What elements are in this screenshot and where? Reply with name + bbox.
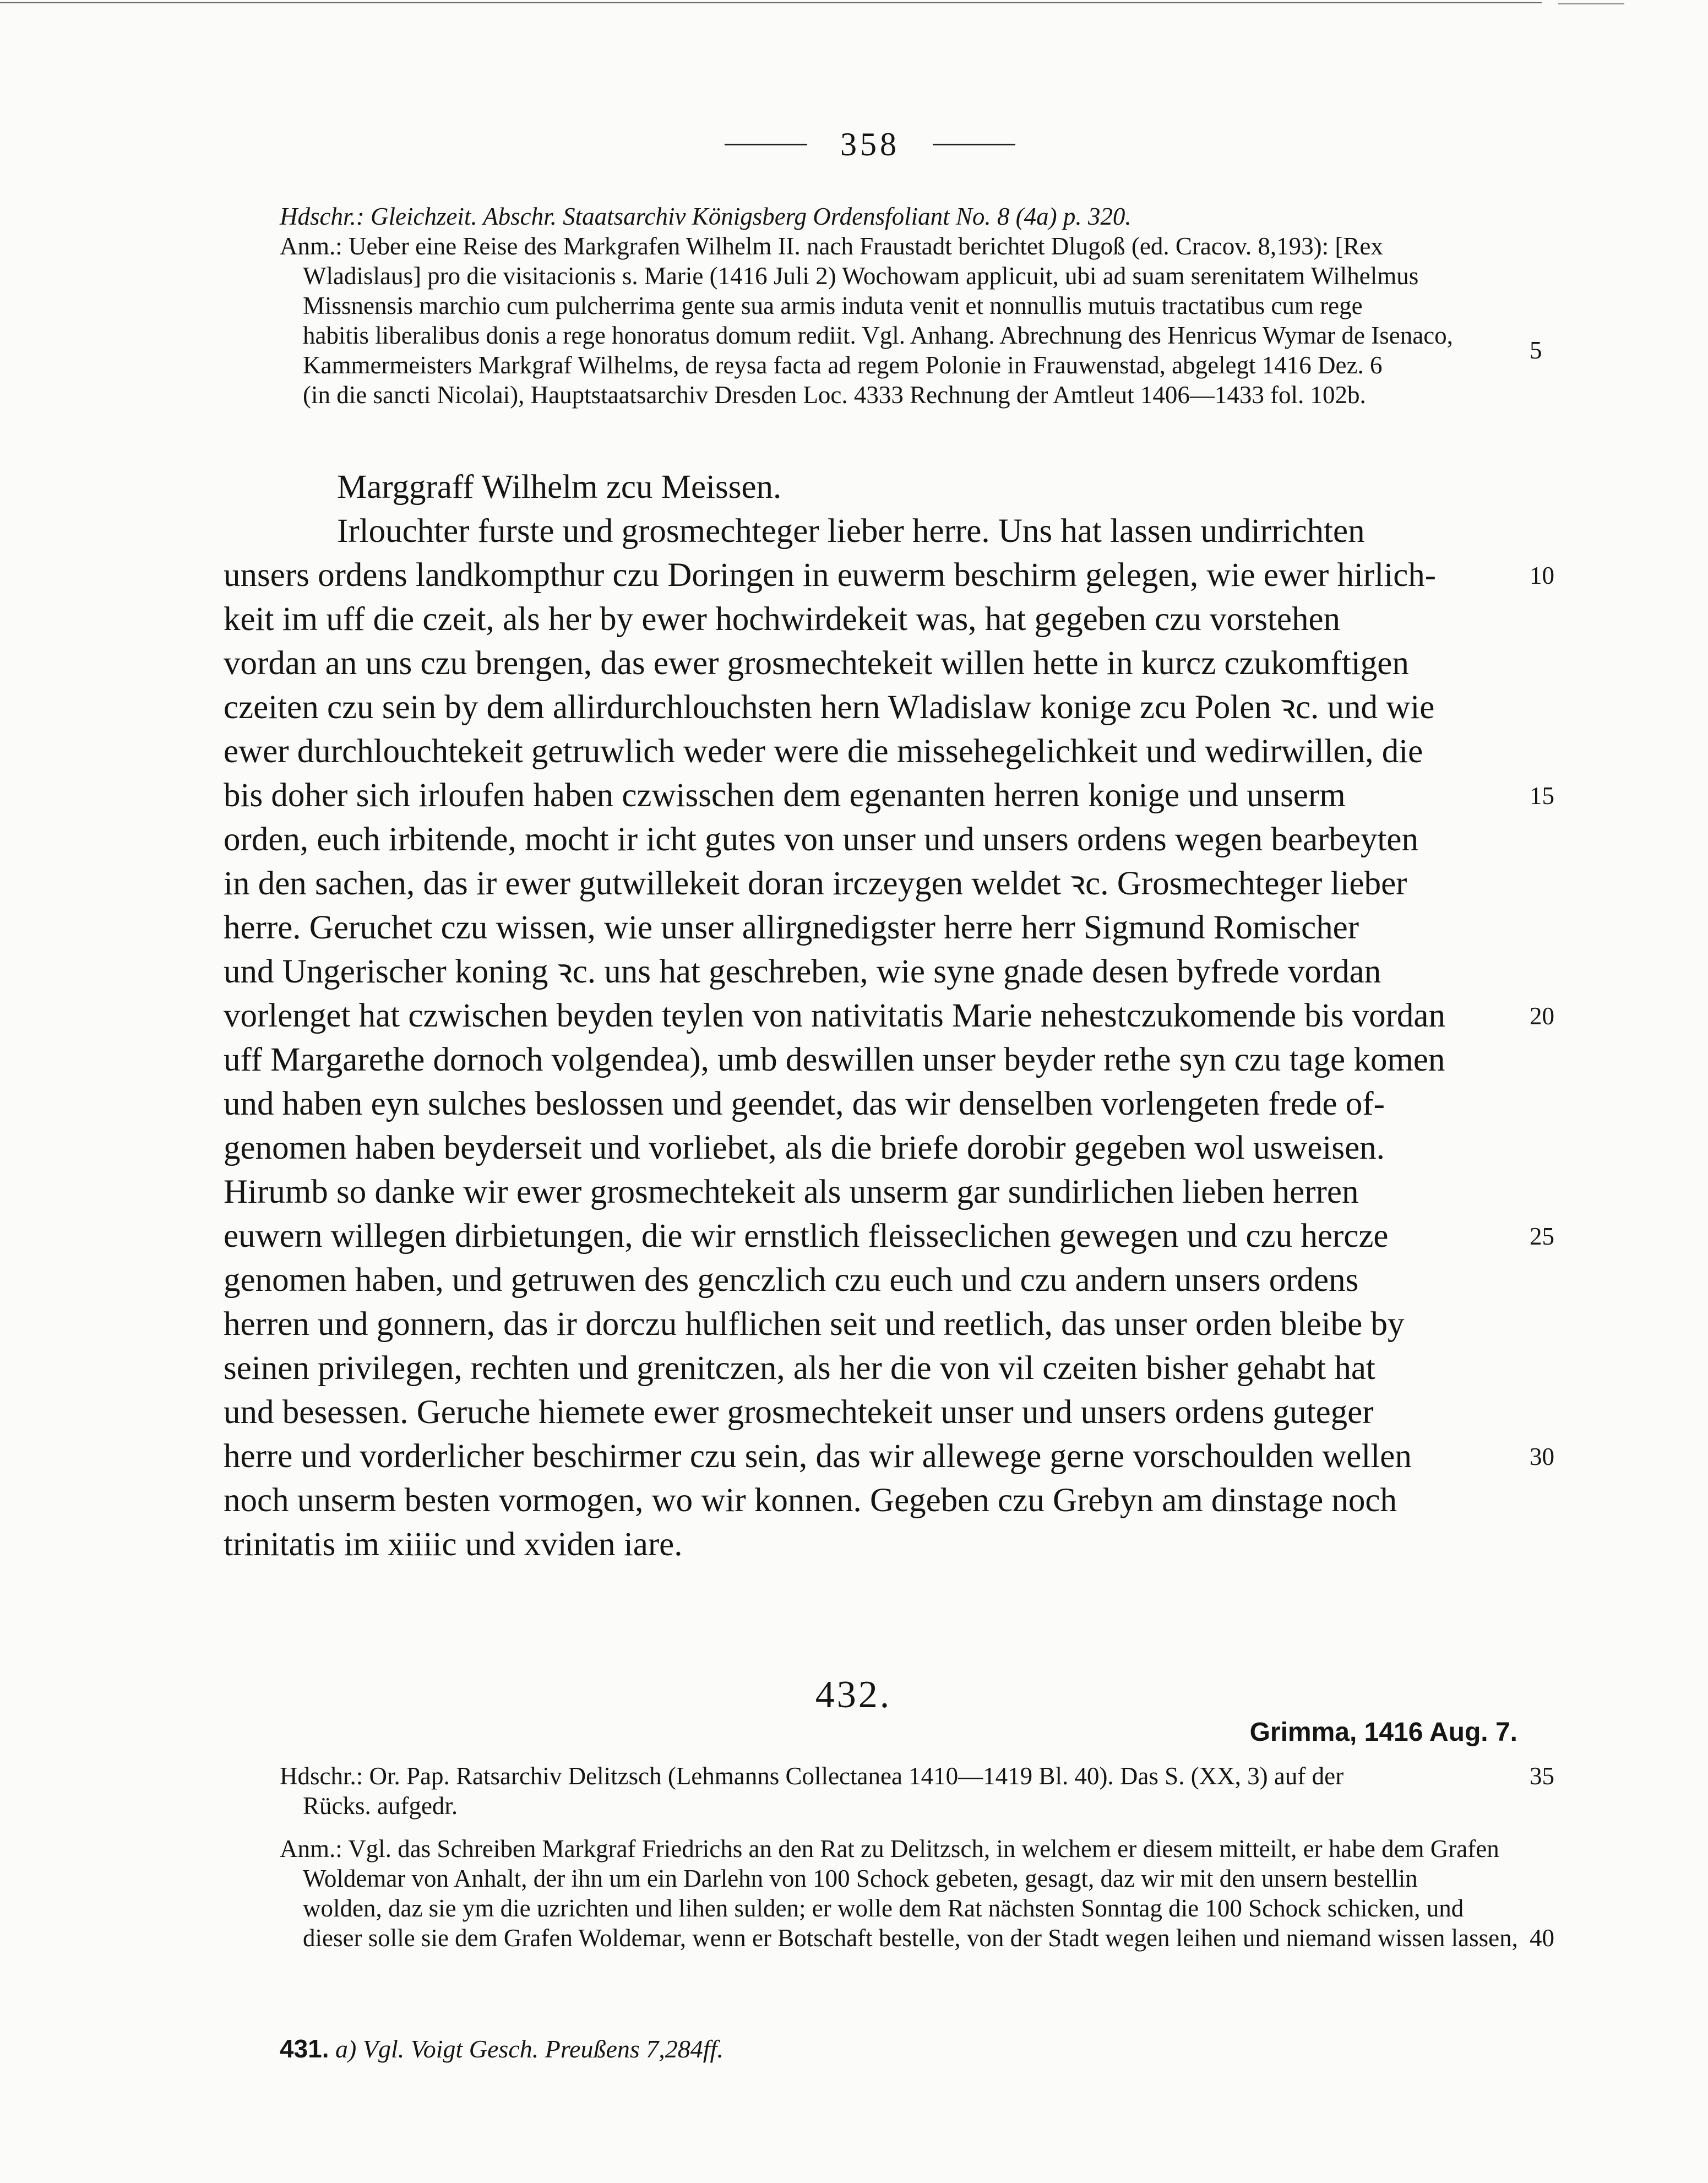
footnote-ref: 431.: [280, 2034, 329, 2063]
letter-line: Hirumb so danke wir ewer grosmechtekeit als unserm gar sundirlichen lieben herren: [224, 1174, 1359, 1210]
line-number: 15: [1530, 782, 1554, 810]
header-rule-right: [933, 144, 1015, 145]
note-line: dieser solle sie dem Grafen Woldemar, wenn er Botschaft bestelle, von der Stadt wegen leihen und niemand wissen lassen,: [303, 1924, 1518, 1952]
letter-address: Marggraff Wilhelm zcu Meissen.: [337, 469, 782, 506]
footnote-text: a) Vgl. Voigt Gesch. Preußens 7,284ff.: [335, 2035, 724, 2063]
page-number: 358: [840, 126, 900, 162]
letter-line: noch unserm besten vormogen, wo wir konnen. Gegeben czu Grebyn am dinstage noch: [224, 1482, 1397, 1519]
letter-line: seinen privilegen, rechten und grenitczen, als her die von vil czeiten bisher gehabt hat: [224, 1350, 1375, 1387]
header-rule-left: [725, 144, 807, 145]
letter-line: herre. Geruchet czu wissen, wie unser allirgnedigster herre herr Sigmund Romischer: [224, 909, 1359, 946]
line-number: 20: [1530, 1002, 1554, 1030]
letter-line: czeiten czu sein by dem allirdurchlouchsten hern Wladislaw konige zcu Polen ꝛc. und wie: [224, 689, 1435, 726]
document-dateline: Grimma, 1416 Aug. 7.: [1249, 1718, 1517, 1747]
letter-line: und haben eyn sulches beslossen und geendet, das wir denselben vorlengeten frede of-: [224, 1085, 1385, 1122]
letter-line: genomen haben beyderseit und vorliebet, als die briefe dorobir gegeben wol usweisen.: [224, 1129, 1385, 1166]
line-number: 5: [1530, 336, 1542, 364]
letter-line: und besessen. Geruche hiemete ewer grosmechtekeit unser und unsers ordens guteger: [224, 1394, 1374, 1431]
line-number: 40: [1530, 1924, 1554, 1952]
note-line: Woldemar von Anhalt, der ihn um ein Darlehn von 100 Schock gebeten, gesagt, daz wir mit den unsern bestellin: [303, 1865, 1418, 1892]
line-number: 10: [1530, 562, 1554, 589]
note-line: habitis liberalibus donis a rege honoratus domum rediit. Vgl. Anhang. Abrechnung des Henricus Wymar de Isenaco,: [303, 322, 1453, 349]
letter-line: Irlouchter furste und grosmechteger lieber herre. Uns hat lassen undirrichten: [337, 513, 1365, 550]
note-line: Anm.: Ueber eine Reise des Markgrafen Wilhelm II. nach Fraustadt berichtet Dlugoß (ed. Cracov. 8,193): [Rex: [280, 232, 1383, 260]
line-number: 35: [1530, 1762, 1554, 1790]
footnote: [280, 2032, 724, 2066]
note-line: Missnensis marchio cum pulcherrima gente sua armis induta venit et nonnullis mutuis tractatibus cum rege: [303, 292, 1363, 319]
letter-line: trinitatis im xiiiic und xviden iare.: [224, 1526, 683, 1563]
letter-line: uff Margarethe dornoch volgendea), umb deswillen unser beyder rethe syn czu tage komen: [224, 1041, 1445, 1078]
letter-line: und Ungerischer koning ꝛc. uns hat geschreben, wie syne gnade desen byfrede vordan: [224, 953, 1381, 990]
note-line: Anm.: Vgl. das Schreiben Markgraf Friedrichs an den Rat zu Delitzsch, in welchem er diesem mitteilt, er habe dem Grafen: [280, 1835, 1499, 1862]
note-line: Kammermeisters Markgraf Wilhelms, de reysa facta ad regem Polonie in Frauwenstad, abgelegt 1416 Dez. 6: [303, 351, 1383, 379]
letter-line: ewer durchlouchtekeit getruwlich weder were die missehegelichkeit und wedirwillen, die: [224, 733, 1423, 770]
letter-line: orden, euch irbitende, mocht ir icht gutes von unser und unsers ordens wegen bearbeyten: [224, 821, 1418, 858]
letter-line: vorlenget hat czwischen beyden teylen von nativitatis Marie nehestczukomende bis vordan: [224, 997, 1445, 1034]
line-number: 25: [1530, 1223, 1554, 1250]
letter-line: keit im uff die czeit, als her by ewer hochwirdekeit was, hat gegeben czu vorstehen: [224, 601, 1341, 638]
note-line: Wladislaus] pro die visitacionis s. Marie (1416 Juli 2) Wochowam applicuit, ubi ad suam serenitatem Wilhelmus: [303, 262, 1419, 290]
letter-line: herre und vorderlicher beschirmer czu sein, das wir allewege gerne vorschoulden wellen: [224, 1438, 1412, 1475]
letter-line: herren und gonnern, das ir dorczu hulflichen seit und reetlich, das unser orden bleibe by: [224, 1306, 1405, 1343]
note-line: Rücks. aufgedr.: [303, 1792, 458, 1820]
letter-line: unsers ordens landkompthur czu Doringen in euwerm beschirm gelegen, wie ewer hirlich-: [224, 557, 1437, 594]
letter-line: in den sachen, das ir ewer gutwillekeit doran irczeygen weldet ꝛc. Grosmechteger lieber: [224, 865, 1407, 902]
document-number: 432.: [815, 1674, 892, 1716]
note-line: (in die sancti Nicolai), Hauptstaatsarchiv Dresden Loc. 4333 Rechnung der Amtleut 1406—1433 fol. 102b.: [303, 381, 1366, 409]
note-line: Hdschr.: Gleichzeit. Abschr. Staatsarchiv Königsberg Ordensfoliant No. 8 (4a) p. 320.: [280, 203, 1132, 230]
note-line: Hdschr.: Or. Pap. Ratsarchiv Delitzsch (Lehmanns Collectanea 1410—1419 Bl. 40). Das S. (XX, 3) auf der: [280, 1762, 1344, 1790]
line-number: 30: [1530, 1443, 1554, 1470]
page-header: [716, 122, 1024, 166]
letter-line: genomen haben, und getruwen des genczlich czu euch und czu andern unsers ordens: [224, 1262, 1359, 1299]
letter-line: bis doher sich irloufen haben czwisschen dem egenanten herren konige und unserm: [224, 777, 1346, 814]
letter-line: euwern willegen dirbietungen, die wir ernstlich fleisseclichen gewegen und czu hercze: [224, 1218, 1389, 1255]
letter-line: vordan an uns czu brengen, das ewer grosmechtekeit willen hette in kurcz czukomftigen: [224, 645, 1409, 682]
note-line: wolden, daz sie ym die uzrichten und lihen sulden; er wolle dem Rat nächsten Sonntag die 100 Schock schicken, und: [303, 1894, 1464, 1922]
